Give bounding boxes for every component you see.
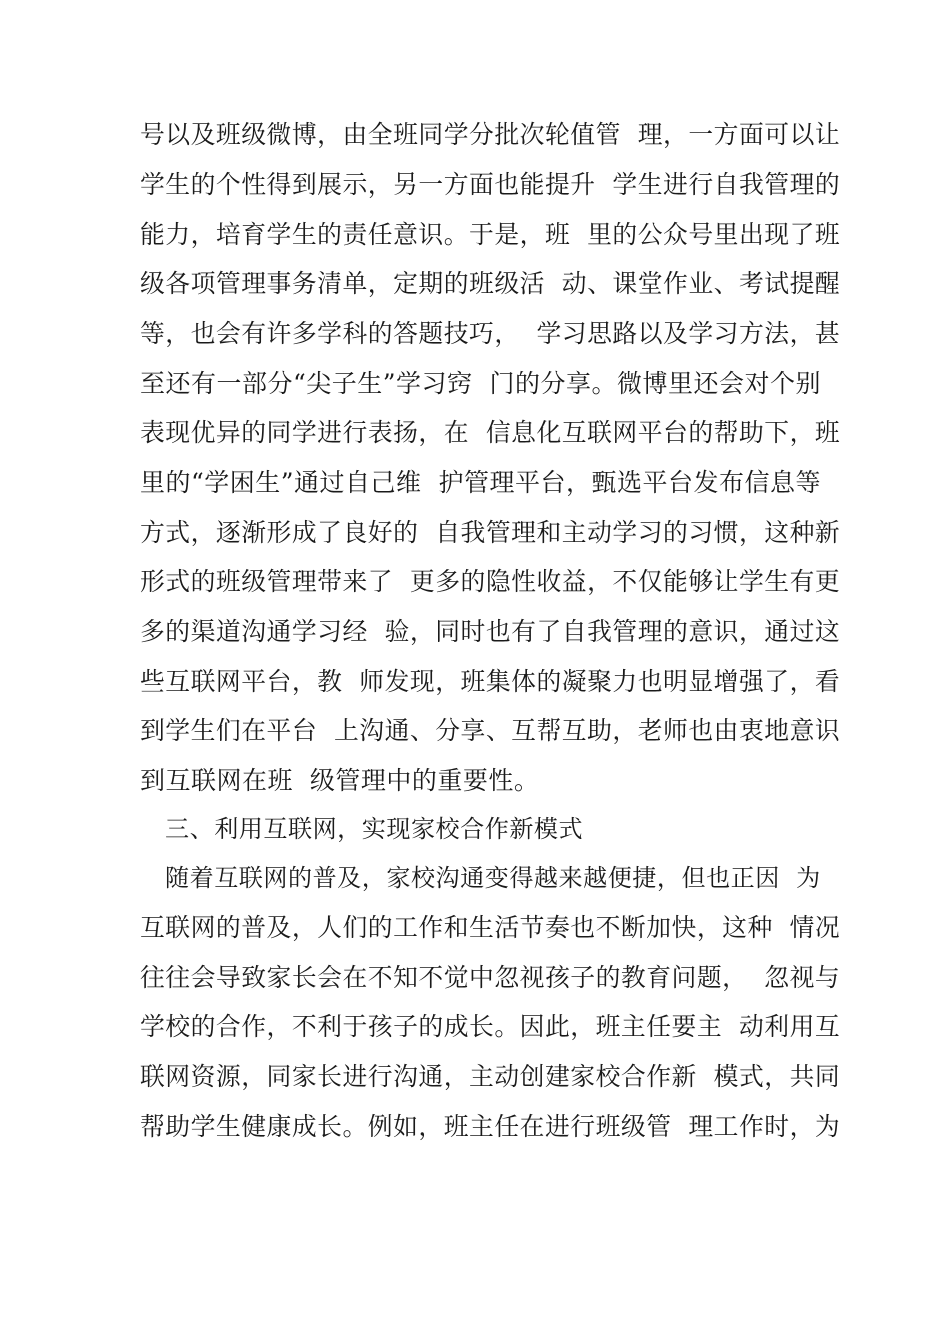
text-line: 到互联网在班 级管理中的重要性。 bbox=[140, 766, 540, 795]
text-line: 形式的班级管理带来了 更多的隐性收益，不仅能够让学生有更 bbox=[140, 567, 841, 596]
text-line: 帮助学生健康成长。例如，班主任在进行班级管 理工作时，为 bbox=[140, 1112, 841, 1141]
text-line: 联网资源，同家长进行沟通，主动创建家校合作新 模式，共同 bbox=[140, 1062, 841, 1091]
text-line: 等，也会有许多学科的答题技巧， 学习思路以及学习方法，甚 bbox=[140, 319, 841, 348]
text-line: 表现优异的同学进行表扬，在 信息化互联网平台的帮助下，班 bbox=[140, 418, 841, 447]
text-line: 号以及班级微博，由全班同学分批次轮值管 理，一方面可以让 bbox=[140, 120, 841, 149]
text-line: 学校的合作，不利于孩子的成长。因此，班主任要主 动利用互 bbox=[140, 1012, 841, 1041]
text-line: 级各项管理事务清单，定期的班级活 动、课堂作业、考试提醒 bbox=[140, 269, 841, 298]
text-line: 随着互联网的普及，家校沟通变得越来越便捷，但也正因 为 bbox=[165, 864, 821, 892]
text-line: 互联网的普及，人们的工作和生活节奏也不断加快，这种 情况 bbox=[140, 913, 841, 942]
text-line: 多的渠道沟通学习经 验，同时也有了自我管理的意识，通过这 bbox=[140, 617, 841, 646]
section-heading: 三、利用互联网，实现家校合作新模式 bbox=[165, 815, 584, 843]
text-line: 往往会导致家长会在不知不觉中忽视孩子的教育问题， 忽视与 bbox=[140, 963, 841, 992]
text-line: 里的“学困生”通过自己维 护管理平台，甄选平台发布信息等 bbox=[140, 468, 821, 497]
text-line: 到学生们在平台 上沟通、分享、互帮互助，老师也由衷地意识 bbox=[140, 716, 841, 745]
text-line: 方式，逐渐形成了良好的 自我管理和主动学习的习惯，这种新 bbox=[140, 518, 841, 547]
text-line: 些互联网平台，教 师发现，班集体的凝聚力也明显增强了，看 bbox=[140, 667, 841, 696]
text-line: 至还有一部分“尖子生”学习窍 门的分享。微博里还会对个别 bbox=[140, 369, 821, 398]
text-line: 学生的个性得到展示，另一方面也能提升 学生进行自我管理的 bbox=[140, 170, 841, 199]
text-line: 能力，培育学生的责任意识。于是，班 里的公众号里出现了班 bbox=[140, 220, 841, 249]
